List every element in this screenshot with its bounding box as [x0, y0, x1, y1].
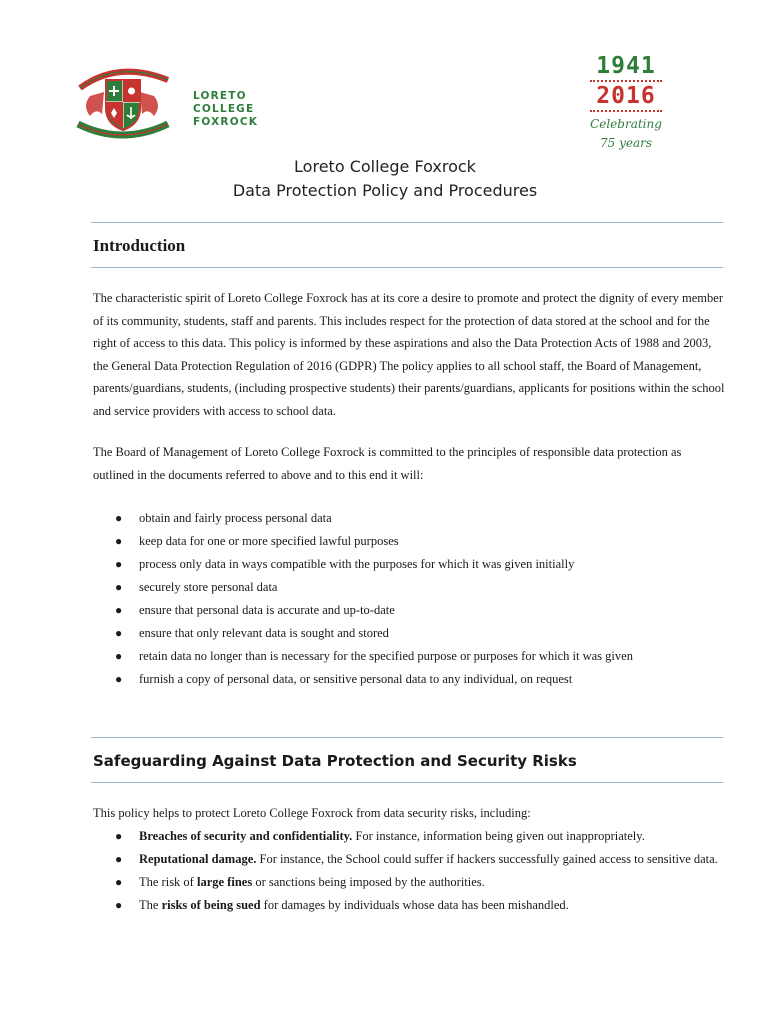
bullet-icon: ●: [115, 534, 123, 548]
bullet-icon: ●: [115, 511, 123, 525]
list-item: ● The risks of being sued for damages by individuals whose data has been mishandled.: [93, 894, 725, 916]
school-logo: [76, 62, 276, 142]
safeguarding-intro: This policy helps to protect Loreto College Foxrock from data security risks, including:: [93, 806, 531, 820]
safeguarding-heading: Safeguarding Against Data Protection and Security Risks: [93, 752, 577, 770]
bullet-icon: ●: [115, 649, 123, 663]
bullet-icon: ●: [115, 672, 123, 686]
anniversary-caption-1: Celebrating: [590, 117, 662, 131]
anniversary-caption-2: 75 years: [599, 136, 652, 150]
list-item: ● process only data in ways compatible with the purposes for which it was given initially: [93, 553, 725, 576]
list-item: ● Breaches of security and confidentiality. For instance, information being given out inappropriately.: [93, 825, 725, 847]
anniversary-year-end: 2016: [596, 83, 656, 109]
list-item: ● The risk of large fines or sanctions being imposed by the authorities.: [93, 871, 725, 893]
list-item: ● furnish a copy of personal data, or sensitive personal data to any individual, on request: [93, 668, 725, 691]
list-item: ● retain data no longer than is necessary for the specified purpose or purposes for which it was given: [93, 645, 725, 668]
anniversary-badge: [586, 52, 666, 150]
bullet-icon: ●: [115, 898, 123, 912]
list-item: ● ensure that only relevant data is sought and stored: [93, 622, 725, 645]
list-item: ● Reputational damage. For instance, the School could suffer if hackers successfully gained access to sensitive data.: [93, 848, 725, 870]
document-title-line-1: Loreto College Foxrock: [294, 157, 476, 176]
logo-line-1: LORETO COLLEGE: [193, 90, 255, 115]
section-divider: [91, 267, 723, 268]
introduction-paragraph-2: The Board of Management of Loreto College Foxrock is committed to the principles of responsible data protection as outlined in the documents referred to above and to this end it will:: [93, 445, 682, 482]
bullet-icon: ●: [115, 875, 123, 889]
bullet-icon: ●: [115, 626, 123, 640]
bullet-icon: ●: [115, 852, 123, 866]
introduction-heading: Introduction: [93, 236, 186, 255]
section-divider: [91, 222, 723, 223]
logo-line-2: FOXROCK: [193, 116, 259, 128]
bullet-icon: ●: [115, 557, 123, 571]
list-item: ● ensure that personal data is accurate and up-to-date: [93, 599, 725, 622]
section-divider: [91, 782, 723, 783]
bullet-icon: ●: [115, 580, 123, 594]
bullet-icon: ●: [115, 829, 123, 843]
bullet-icon: ●: [115, 603, 123, 617]
introduction-paragraph-1: The characteristic spirit of Loreto College Foxrock has at its core a desire to promote and protect the dignity of every member of its community, students, staff and parents. This includes respect for the protection of data stored at the school and for the right of access to this data. This policy is informed by these aspirations and also the Data Protection Acts of 1988 and 2003, the General Data Protection Regulation of 2016 (GDPR) The policy applies to all school staff, the Board of Management, parents/guardians, students, (including prospective students) their parents/guardians, applicants for positions within the school and service providers with access to school data.: [93, 291, 725, 418]
logo-wordmark: [193, 90, 276, 129]
section-divider: [91, 737, 723, 738]
anniversary-divider-2: [590, 110, 662, 112]
document-title-line-2: Data Protection Policy and Procedures: [232, 181, 538, 200]
list-item: ● obtain and fairly process personal data: [93, 507, 725, 530]
principles-list: [93, 507, 725, 691]
list-item: ● securely store personal data: [93, 576, 725, 599]
risks-list: [93, 825, 725, 916]
list-item: ● keep data for one or more specified lawful purposes: [93, 530, 725, 553]
anniversary-year-start: 1941: [596, 53, 656, 79]
